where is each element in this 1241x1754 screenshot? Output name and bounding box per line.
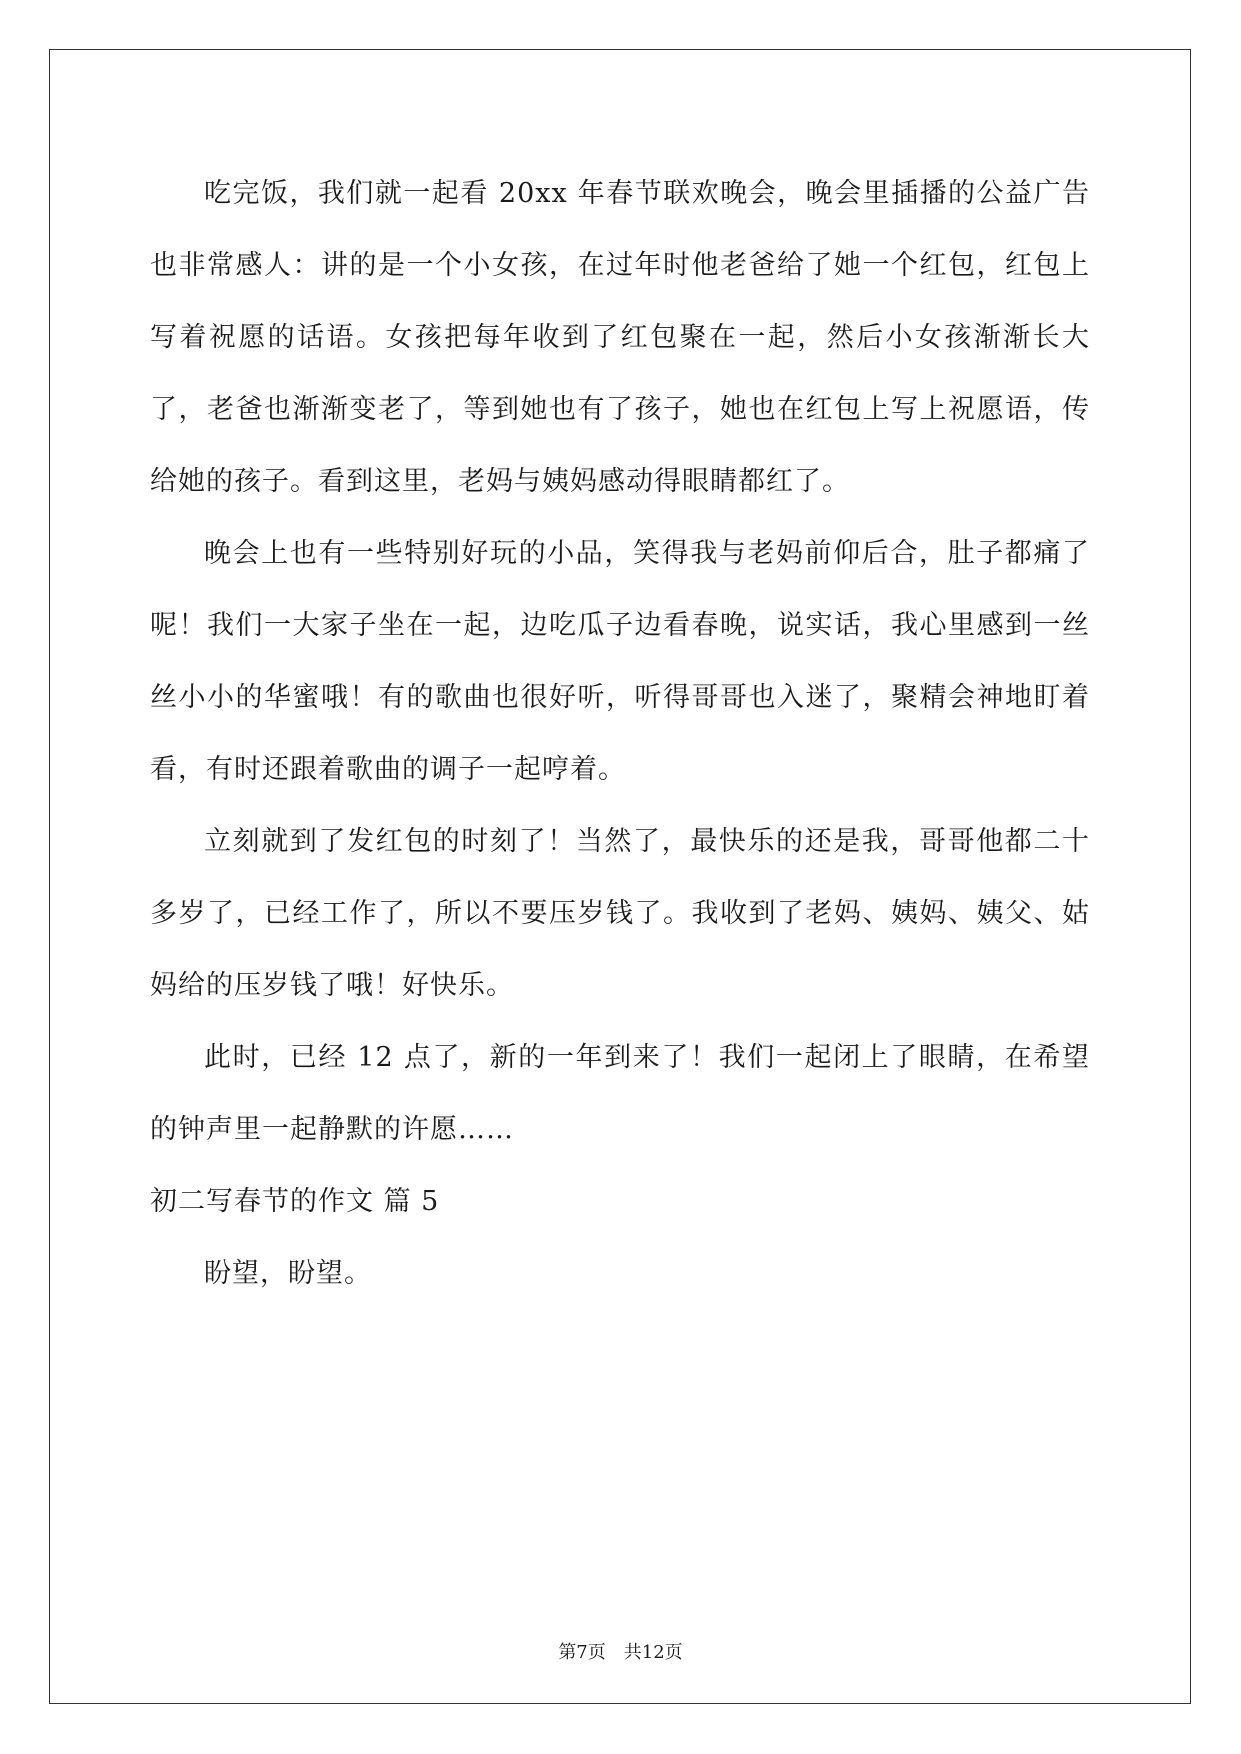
page-total: 共12页 [623,1642,683,1663]
section-heading: 初二写春节的作文 篇 5 [150,1186,440,1217]
paragraph-4: 此时，已经 12 点了，新的一年到来了！我们一起闭上了眼睛，在希望的钟声里一起静默的许愿…… [150,1042,1090,1145]
document-body [150,158,1090,1310]
paragraph-5: 盼望，盼望。 [204,1258,372,1289]
paragraph-3: 立刻就到了发红包的时刻了！当然了，最快乐的还是我，哥哥他都二十多岁了，已经工作了，所以不要压岁钱了。我收到了老妈、姨妈、姨父、姑妈给的压岁钱了哦！好快乐。 [150,826,1090,1001]
page-footer [0,1638,1241,1664]
page-number: 第7页 [558,1642,606,1663]
paragraph-2: 晚会上也有一些特别好玩的小品，笑得我与老妈前仰后合，肚子都痛了呢！我们一大家子坐在一起，边吃瓜子边看春晚，说实话，我心里感到一丝丝小小的华蜜哦！有的歌曲也很好听，听得哥哥也入迷了，聚精会神地盯着看，有时还跟着歌曲的调子一起哼着。 [150,538,1090,785]
paragraph-1: 吃完饭，我们就一起看 20xx 年春节联欢晚会，晚会里插播的公益广告也非常感人：讲的是一个小女孩，在过年时他老爸给了她一个红包，红包上写着祝愿的话语。女孩把每年收到了红包聚在一起，然后小女孩渐渐长大了，老爸也渐渐变老了，等到她也有了孩子，她也在红包上写上祝愿语，传给她的孩子。看到这里，老妈与姨妈感动得眼睛都红了。 [150,178,1090,497]
